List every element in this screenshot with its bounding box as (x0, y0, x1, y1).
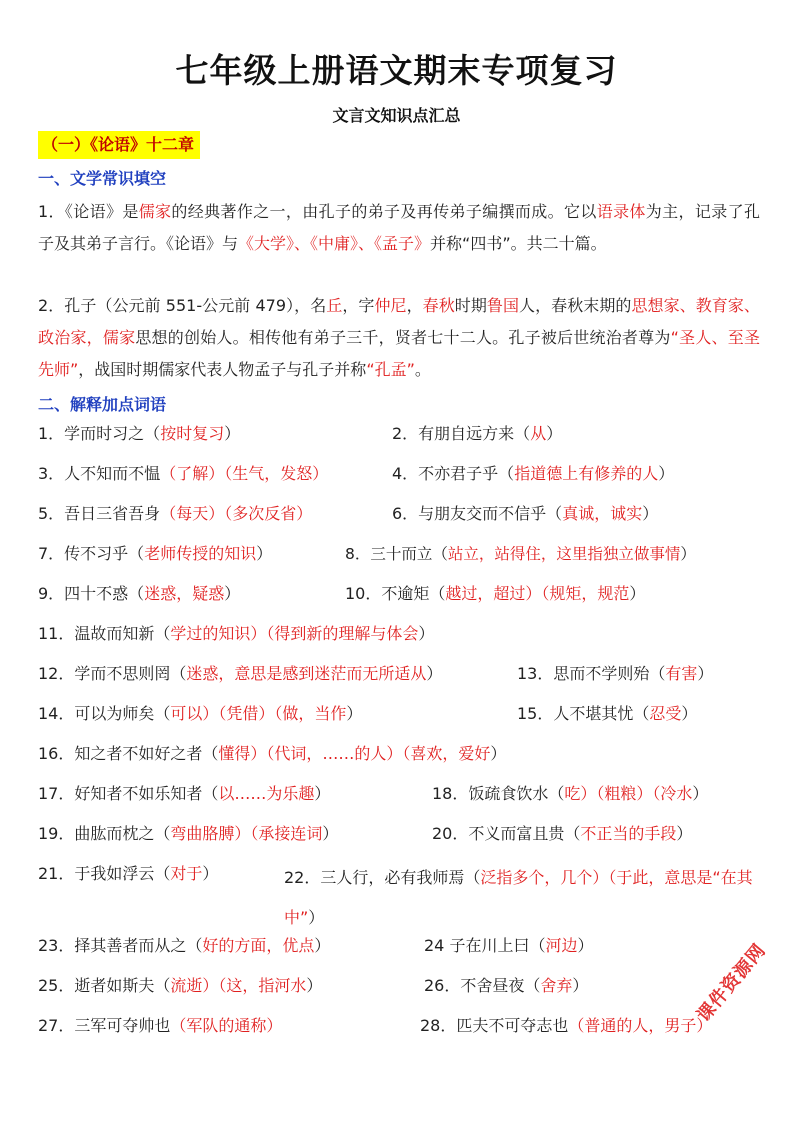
text-run: ，字 (342, 296, 375, 315)
question-text: ） (577, 936, 594, 955)
answer-text: 儒家 (138, 202, 172, 221)
list-item (38, 658, 442, 690)
question-text: 20．不义而富且贵（ (432, 824, 581, 843)
question-text: 14．可以为师矣（ (38, 704, 171, 723)
question-text: 15．人不堪其忧（ (517, 704, 650, 723)
answer-text: 不正当的手段 (580, 824, 677, 843)
list-item (432, 778, 708, 810)
answer-text: 从 (530, 424, 547, 443)
list-item (38, 818, 338, 850)
answer-text: 有害 (665, 664, 698, 683)
question-text: ） (676, 824, 693, 843)
question-text: ） (314, 936, 331, 955)
text-run: 为主，记录了孔子及其弟子言行。《论语》与 (38, 202, 760, 253)
answer-text: 真诚，诚实 (562, 504, 643, 523)
question-text: ） (681, 704, 698, 723)
question-text: ） (314, 784, 331, 803)
answer-text: 鲁国 (486, 296, 520, 315)
watermark: 课件资源网 (693, 939, 771, 1027)
answer-text: 学过的知识）（得到新的理解与体会 (170, 624, 419, 643)
list-item (392, 418, 562, 450)
list-item (517, 698, 697, 730)
list-item (38, 498, 312, 530)
list-item (517, 658, 713, 690)
list-item (345, 538, 696, 570)
text-run: 1．《论语》是 (38, 202, 139, 221)
list-item (345, 578, 645, 610)
page-title: 七年级上册语文期末专项复习 (175, 51, 618, 90)
question-text: ） (680, 545, 696, 563)
question-text: 25．逝者如斯夫（ (38, 976, 171, 995)
question-text: ） (224, 584, 241, 603)
answer-text: 流逝）（这，指河水 (170, 976, 307, 995)
question-text: ） (629, 584, 646, 603)
question-text: ） (426, 664, 443, 683)
question-text: 11．温故而知新（ (38, 624, 171, 643)
question-text: 22．三人行，必有我师焉（ (284, 868, 481, 887)
answer-text: 按时复习 (160, 424, 225, 443)
heading-word-explanations: 二、解释加点词语 (38, 395, 167, 414)
question-text: ） (346, 704, 363, 723)
answer-text: （军队的通称） (170, 1016, 283, 1035)
list-item (432, 818, 692, 850)
question-text: ） (692, 784, 709, 803)
question-text: 16．知之者不如好之者（ (38, 744, 219, 763)
question-text: ） (658, 464, 675, 483)
question-text: 26．不舍昼夜（ (424, 976, 541, 995)
text-run: 思想的创始人。相传他有弟子三千，贤者七十二人。孔子被后世统治者尊为 (135, 328, 671, 347)
question-text: 4．不亦君子乎（ (392, 464, 515, 483)
list-item (392, 498, 658, 530)
list-item (38, 970, 322, 1002)
list-item (424, 970, 588, 1002)
text-run: 的经典著作之一，由孔子的弟子及再传弟子编撰而成。它以 (171, 202, 597, 221)
answer-text: 《大学》、《中庸》、《孟子》 (238, 234, 431, 253)
answer-text: 吃）（粗粮）（冷水 (564, 784, 693, 803)
list-item (284, 858, 754, 938)
question-text: 13．思而不学则殆（ (517, 664, 666, 683)
question-text: ） (572, 976, 589, 995)
text-run: ， (406, 296, 423, 315)
question-text: ） (306, 976, 323, 995)
answer-text: 对于 (170, 864, 203, 883)
answer-text: 弯曲胳膊）（承接连词 (170, 824, 323, 843)
list-item (38, 698, 362, 730)
answer-text: 忍受 (649, 704, 682, 723)
question-text: ） (322, 824, 339, 843)
answer-text: 舍弃 (540, 976, 573, 995)
answer-text: 语录体 (596, 202, 646, 221)
answer-text: 以……为乐趣 (218, 784, 315, 803)
question-text: 6．与朋友交而不信乎（ (392, 504, 563, 523)
list-item (38, 858, 218, 890)
text-run: ，战国时期儒家代表人物孟子与孔子并称 (78, 360, 367, 379)
answer-text: 好的方面，优点 (202, 936, 315, 955)
question-text: ） (546, 424, 563, 443)
list-item (38, 458, 328, 490)
question-text: 12．学而不思则罔（ (38, 664, 187, 683)
page-subtitle: 文言文知识点汇总 (332, 106, 461, 125)
answer-text: 仲尼 (374, 296, 407, 315)
answer-text: 越过，超过）（规矩，规范 (445, 584, 630, 603)
answer-text: 可以）（凭借）（做，当作 (170, 704, 347, 723)
list-item (38, 538, 272, 570)
list-item (420, 1010, 712, 1042)
list-item (38, 930, 330, 962)
list-item (38, 1010, 282, 1042)
question-text: 21．于我如浮云（ (38, 864, 171, 883)
question-text: ） (224, 424, 241, 443)
paragraph-confucius (38, 290, 760, 386)
answer-text: 春秋 (422, 296, 455, 315)
answer-text: 迷惑，疑惑 (144, 584, 225, 603)
answer-text: “孔孟” (366, 360, 415, 379)
question-text: 19．曲肱而枕之（ (38, 824, 171, 843)
answer-text: 指道德上有修养的人 (514, 464, 659, 483)
question-text: 7．传不习乎（ (38, 544, 145, 563)
list-item (38, 738, 506, 770)
question-text: ） (642, 504, 659, 523)
question-text: 3．人不知而不愠 (38, 464, 161, 483)
question-text: 5．吾日三省吾身 (38, 504, 161, 523)
text-run: 2．孔子（公元前 551-公元前 479），名 (38, 296, 327, 315)
list-item (424, 930, 593, 962)
section-tag: （一）《论语》十二章 (38, 131, 200, 159)
answer-text: （每天）（多次反省） (160, 504, 313, 523)
list-item (392, 458, 674, 490)
text-run: 人，春秋末期的 (519, 296, 632, 315)
paragraph-lunyu (38, 196, 760, 260)
question-text: ） (418, 624, 435, 643)
text-run: 。 (414, 360, 431, 379)
answer-text: “圣人、至圣先师” (38, 328, 760, 379)
heading-literary-knowledge: 一、文学常识填空 (38, 169, 167, 188)
question-text: 1．学而时习之（ (38, 424, 161, 443)
question-text: 10．不逾矩（ (345, 584, 446, 603)
question-text: 24 子在川上曰（ (424, 936, 546, 955)
answer-text: 河边 (545, 936, 578, 955)
question-text: ） (308, 908, 325, 927)
answer-text: 思想家、教育家、政治家，儒家 (38, 296, 760, 347)
answer-text: 老师传授的知识 (144, 544, 257, 563)
answer-text: （普通的人，男子） (568, 1016, 713, 1035)
question-text: 23．择其善者而从之（ (38, 936, 203, 955)
question-text: ） (697, 664, 714, 683)
question-text: 8．三十而立（ (345, 545, 448, 563)
question-text: 28．匹夫不可夺志也 (420, 1016, 569, 1035)
question-text: 27．三军可夺帅也 (38, 1016, 171, 1035)
question-text: ） (490, 744, 507, 763)
answer-text: 丘 (326, 296, 343, 315)
question-text: 17．好知者不如乐知者（ (38, 784, 219, 803)
answer-text: 迷惑，意思是感到迷茫而无所适从 (186, 664, 427, 683)
text-run: 时期 (454, 296, 487, 315)
list-item (38, 778, 330, 810)
list-item (38, 418, 240, 450)
list-item (38, 618, 434, 650)
question-text: 2．有朋自远方来（ (392, 424, 531, 443)
list-item (38, 578, 240, 610)
answer-text: 懂得）（代词，……的人）（喜欢，爱好 (218, 744, 491, 763)
answer-text: 站立，站得住，这里指独立做事情 (447, 545, 681, 563)
question-text: 18．饭疏食饮水（ (432, 784, 565, 803)
question-text: ） (202, 864, 219, 883)
text-run: 并称“四书”。共二十篇。 (430, 234, 607, 253)
question-text: ） (256, 544, 273, 563)
question-text: 9．四十不惑（ (38, 584, 145, 603)
answer-text: 泛指多个，几个）（于此，意思是“在其中” (284, 868, 753, 927)
answer-text: （了解）（生气，发怒） (160, 464, 329, 483)
